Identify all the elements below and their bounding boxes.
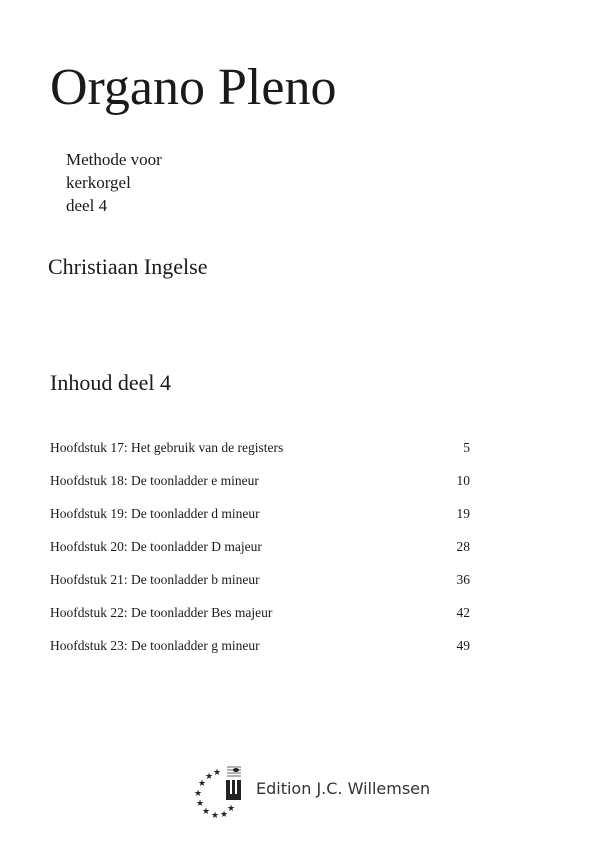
svg-text:★: ★ (211, 811, 220, 821)
svg-text:★: ★ (198, 779, 207, 789)
svg-text:★: ★ (213, 768, 222, 778)
page-title: Organo Pleno (50, 59, 337, 116)
toc-entry-page: 49 (456, 638, 470, 653)
toc-entry (50, 506, 470, 522)
toc-heading: Inhoud deel 4 (50, 370, 171, 395)
svg-text:★: ★ (196, 799, 205, 809)
subtitle-line: deel 4 (66, 196, 108, 215)
toc-entry (50, 440, 470, 456)
publisher-logo-icon (193, 763, 253, 823)
toc-entry-label: Hoofdstuk 22: De toonladder Bes majeur (50, 605, 273, 620)
toc-entry (50, 605, 470, 621)
toc-entry-label: Hoofdstuk 23: De toonladder g mineur (50, 638, 260, 653)
svg-text:★: ★ (220, 810, 229, 820)
subtitle-line: kerkorgel (66, 173, 131, 192)
toc-entry-page: 5 (463, 440, 470, 455)
svg-text:★: ★ (205, 772, 214, 782)
svg-text:★: ★ (202, 807, 211, 817)
toc-entry-label: Hoofdstuk 21: De toonladder b mineur (50, 572, 260, 587)
toc-entry-label: Hoofdstuk 20: De toonladder D majeur (50, 539, 262, 554)
toc-entry-page: 36 (456, 572, 470, 587)
toc-entry (50, 473, 470, 489)
author: Christiaan Ingelse (48, 254, 208, 279)
toc-entry-page: 19 (456, 506, 470, 521)
toc-entry (50, 539, 470, 555)
svg-text:★: ★ (227, 804, 236, 814)
toc-entry-page: 28 (456, 539, 470, 554)
toc-entry-page: 42 (456, 605, 470, 620)
toc-entry-label: Hoofdstuk 18: De toonladder e mineur (50, 473, 259, 488)
toc-entry-page: 10 (456, 473, 470, 488)
toc-entry (50, 572, 470, 588)
toc-entry (50, 638, 470, 654)
publisher-name: Edition J.C. Willemsen (256, 779, 431, 798)
subtitle-line: Methode voor (66, 150, 162, 169)
svg-text:★: ★ (194, 789, 203, 799)
toc-entry-label: Hoofdstuk 17: Het gebruik van de registers (50, 440, 284, 455)
toc-entry-label: Hoofdstuk 19: De toonladder d mineur (50, 506, 260, 521)
